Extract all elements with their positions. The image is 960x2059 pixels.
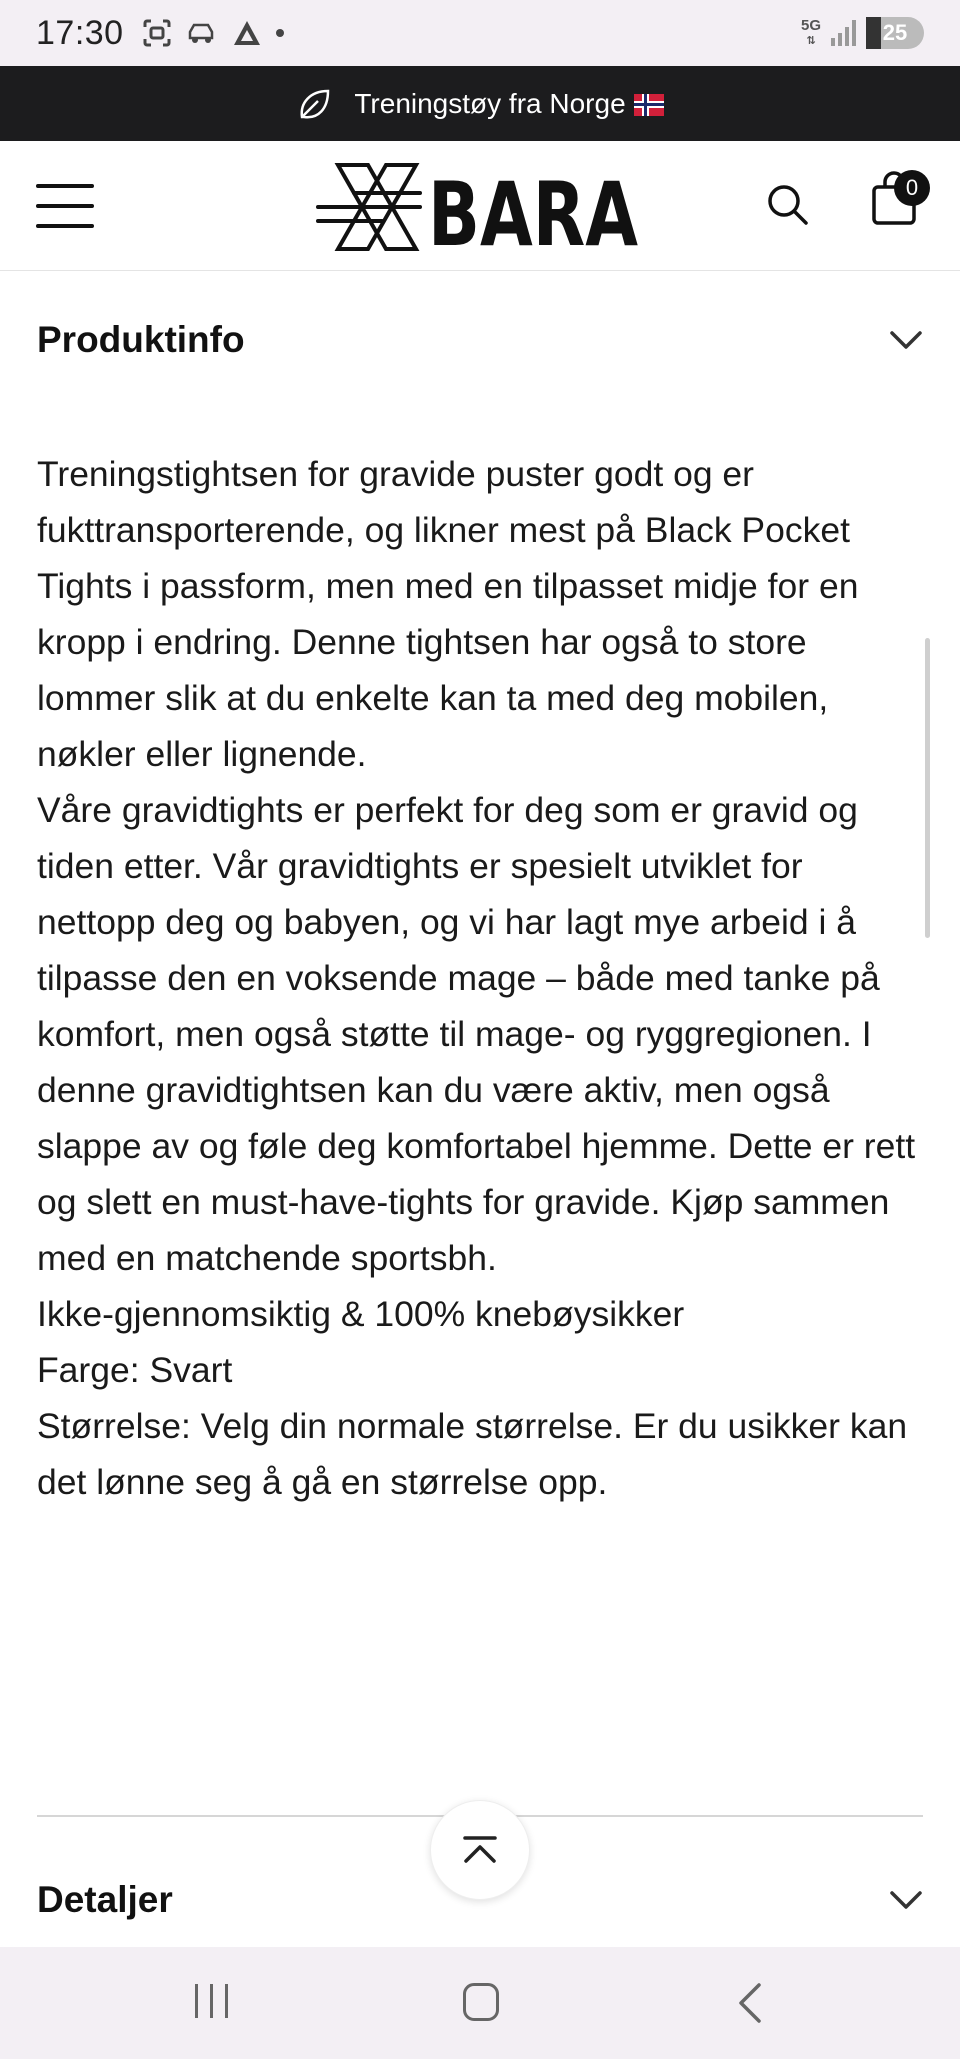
network-type-icon: 5G ⇅ <box>800 16 821 47</box>
search-icon[interactable] <box>766 183 810 227</box>
back-to-top-button[interactable] <box>430 1800 530 1900</box>
status-bar <box>0 0 960 66</box>
status-system-icons <box>801 17 924 49</box>
home-button[interactable] <box>463 1983 499 2021</box>
recent-apps-button[interactable] <box>195 1984 228 2018</box>
description-paragraph: Treningstightsen for gravide puster godt og er fukttransporterende, og likner mest på Black Pocket Tights i passform, men med en tilpasset midje for en kropp i endring. Denne tightsen har også to store lommer slik at du enkelte kan ta med deg mobilen, nøkler eller lignende. <box>37 454 859 774</box>
car-icon <box>186 20 218 46</box>
logo-mark-icon <box>318 165 420 249</box>
description-opacity: Ikke-gjennomsiktig & 100% knebøysikker <box>37 1294 685 1334</box>
battery-level: 25 <box>882 20 908 45</box>
product-info-toggle[interactable] <box>37 312 923 368</box>
product-description <box>37 446 917 1510</box>
system-nav-bar <box>0 1947 960 2059</box>
menu-icon[interactable] <box>36 184 94 228</box>
status-notifications <box>142 18 284 48</box>
site-header <box>0 141 960 271</box>
chevron-down-icon <box>889 1890 923 1910</box>
signal-icon <box>831 20 856 46</box>
norway-flag-icon <box>634 94 664 116</box>
arrow-up-icon <box>461 1835 499 1865</box>
status-time: 17:30 <box>36 13 124 52</box>
section-title-product-info: Produktinfo <box>37 319 245 360</box>
section-title-details: Detaljer <box>37 1879 173 1920</box>
scrollbar[interactable] <box>925 638 930 938</box>
more-notifications-dot <box>276 29 284 37</box>
announcement-bar <box>0 66 960 141</box>
description-color: Farge: Svart <box>37 1350 233 1390</box>
logo[interactable] <box>316 157 646 266</box>
announcement-text: Treningstøy fra Norge <box>354 88 663 120</box>
logo-text: BARA <box>428 163 638 266</box>
back-button[interactable] <box>735 1981 765 2025</box>
chevron-down-icon <box>889 330 923 350</box>
leaf-icon <box>296 85 334 123</box>
battery-icon <box>866 17 924 49</box>
cart-count-badge: 0 <box>894 170 930 206</box>
app-notification-icon <box>232 19 262 47</box>
description-size: Størrelse: Velg din normale størrelse. Er du usikker kan det lønne seg å gå en størrelse opp. <box>37 1406 908 1502</box>
description-paragraph: Våre gravidtights er perfekt for deg som er gravid og tiden etter. Vår gravidtights er spesielt utviklet for nettopp deg og babyen, og vi har lagt mye arbeid i å tilpasse den en voksende mage – både med tanke på komfort, men også støtte til mage- og ryggregionen. I denne gravidtightsen kan du være aktiv, men også slappe av og føle deg komfortabel hjemme. Dette er rett og slett en must-have-tights for gravide. Kjøp sammen med en matchende sportsbh. <box>37 790 916 1278</box>
screenshot-icon <box>142 18 172 48</box>
